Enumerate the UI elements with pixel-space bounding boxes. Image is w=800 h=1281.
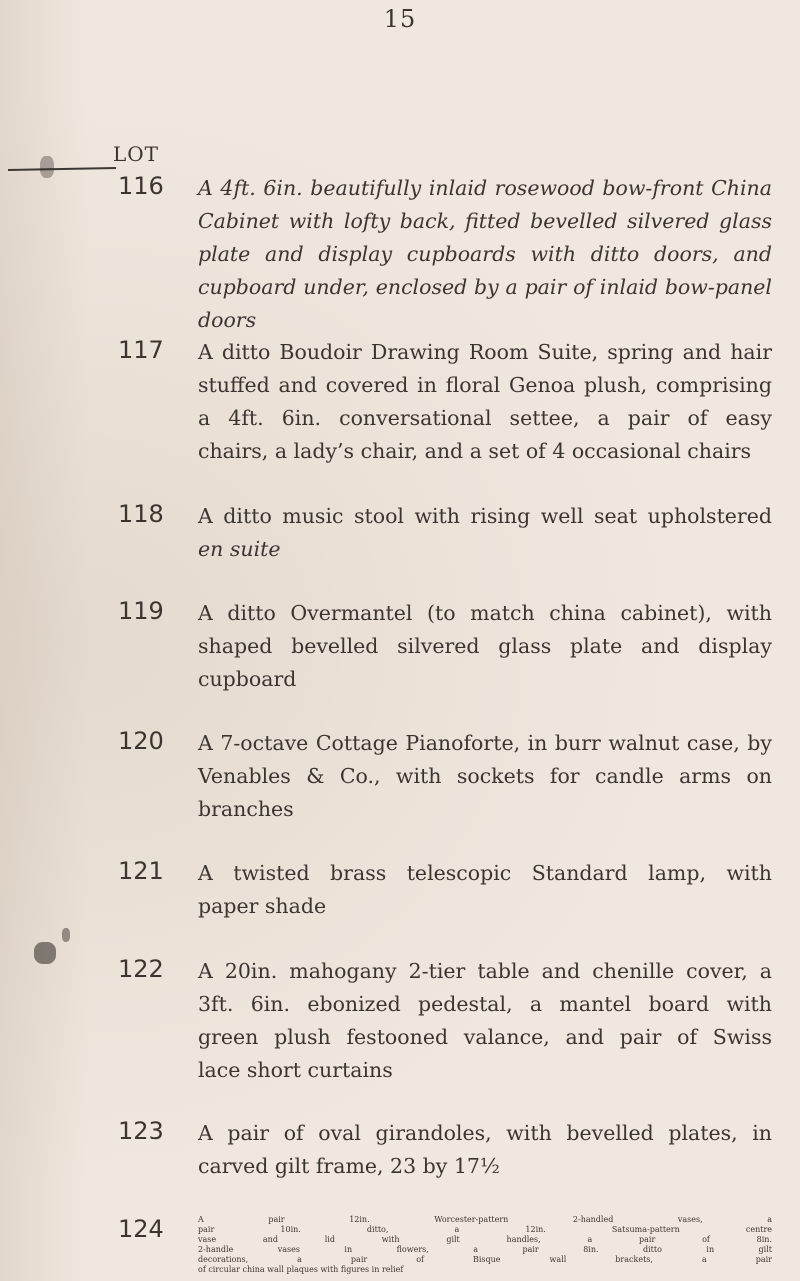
- ink-smudge: [40, 156, 54, 178]
- description-line: cupboard: [198, 667, 297, 691]
- description-line: lace short curtains: [198, 1058, 393, 1082]
- description-line: plate and display cupboards with ditto doors, and: [198, 242, 772, 266]
- lot-number: 119: [118, 597, 164, 625]
- description-line: A ditto Boudoir Drawing Room Suite, spring and hair: [198, 340, 772, 364]
- lot-number: 116: [118, 172, 164, 200]
- lot-number: 122: [118, 955, 164, 983]
- ink-smudge: [62, 928, 70, 942]
- lot-number: 117: [118, 336, 164, 364]
- description-line: chairs, a lady’s chair, and a set of 4 occasional chairs: [198, 439, 752, 463]
- description-line: green plush festooned valance, and pair of Swiss: [198, 1025, 772, 1049]
- description-line: paper shade: [198, 894, 327, 918]
- description-line: cupboard under, enclosed by a pair of inlaid bow-panel: [198, 275, 772, 299]
- lot-description: [198, 172, 772, 337]
- lot-description: [198, 727, 772, 826]
- description-line: carved gilt frame, 23 by 17½: [198, 1154, 500, 1178]
- description-line: Cabinet with lofty back, fitted bevelled silvered glass: [198, 209, 772, 233]
- description-line: A 7-octave Cottage Pianoforte, in burr walnut case, by: [198, 731, 772, 755]
- description-line: Venables & Co., with sockets for candle arms on: [198, 764, 772, 788]
- lot-description: [198, 1117, 772, 1183]
- lot-number: 120: [118, 727, 164, 755]
- description-line: en suite: [198, 537, 281, 561]
- description-line: A 4ft. 6in. beautifully inlaid rosewood bow-front China: [198, 176, 772, 200]
- lot-description: [198, 955, 772, 1087]
- page-number: 15: [383, 5, 417, 33]
- description-line: 2-handle vases in flowers, a pair 8in. ditto in gilt: [198, 1245, 772, 1254]
- description-line: A ditto Overmantel (to match china cabinet), with: [198, 601, 772, 625]
- description-line: of circular china wall plaques with figures in relief: [198, 1265, 404, 1274]
- lot-number: 124: [118, 1215, 164, 1243]
- description-line: A ditto music stool with rising well seat upholstered: [198, 504, 772, 528]
- description-line: A 20in. mahogany 2-tier table and chenille cover, a: [198, 959, 772, 983]
- lot-column-header: LOT: [113, 142, 160, 166]
- description-line: doors: [198, 308, 257, 332]
- lot-number: 123: [118, 1117, 164, 1145]
- ink-smudge: [34, 942, 56, 964]
- lot-description: [198, 857, 772, 923]
- lot-number: 121: [118, 857, 164, 885]
- lot-description: [198, 1215, 772, 1275]
- description-line: branches: [198, 797, 294, 821]
- lot-description: [198, 500, 772, 566]
- description-line: shaped bevelled silvered glass plate and display: [198, 634, 772, 658]
- description-line: pair 10in. ditto, a 12in. Satsuma-pattern centre: [198, 1225, 772, 1234]
- description-line: A pair of oval girandoles, with bevelled plates, in: [198, 1121, 772, 1145]
- lot-description: [198, 597, 772, 696]
- pencil-mark-line: [8, 167, 116, 171]
- description-line: A pair 12in. Worcester-pattern 2-handled vases, a: [198, 1215, 772, 1224]
- description-line: 3ft. 6in. ebonized pedestal, a mantel board with: [198, 992, 772, 1016]
- lot-description: [198, 336, 772, 468]
- lot-number: 118: [118, 500, 164, 528]
- description-line: stuffed and covered in floral Genoa plush, comprising: [198, 373, 772, 397]
- description-line: A twisted brass telescopic Standard lamp, with: [198, 861, 772, 885]
- description-line: a 4ft. 6in. conversational settee, a pair of easy: [198, 406, 772, 430]
- description-line: decorations, a pair of Bisque wall brackets, a pair: [198, 1255, 772, 1264]
- description-line: vase and lid with gilt handles, a pair of 8in.: [198, 1235, 772, 1244]
